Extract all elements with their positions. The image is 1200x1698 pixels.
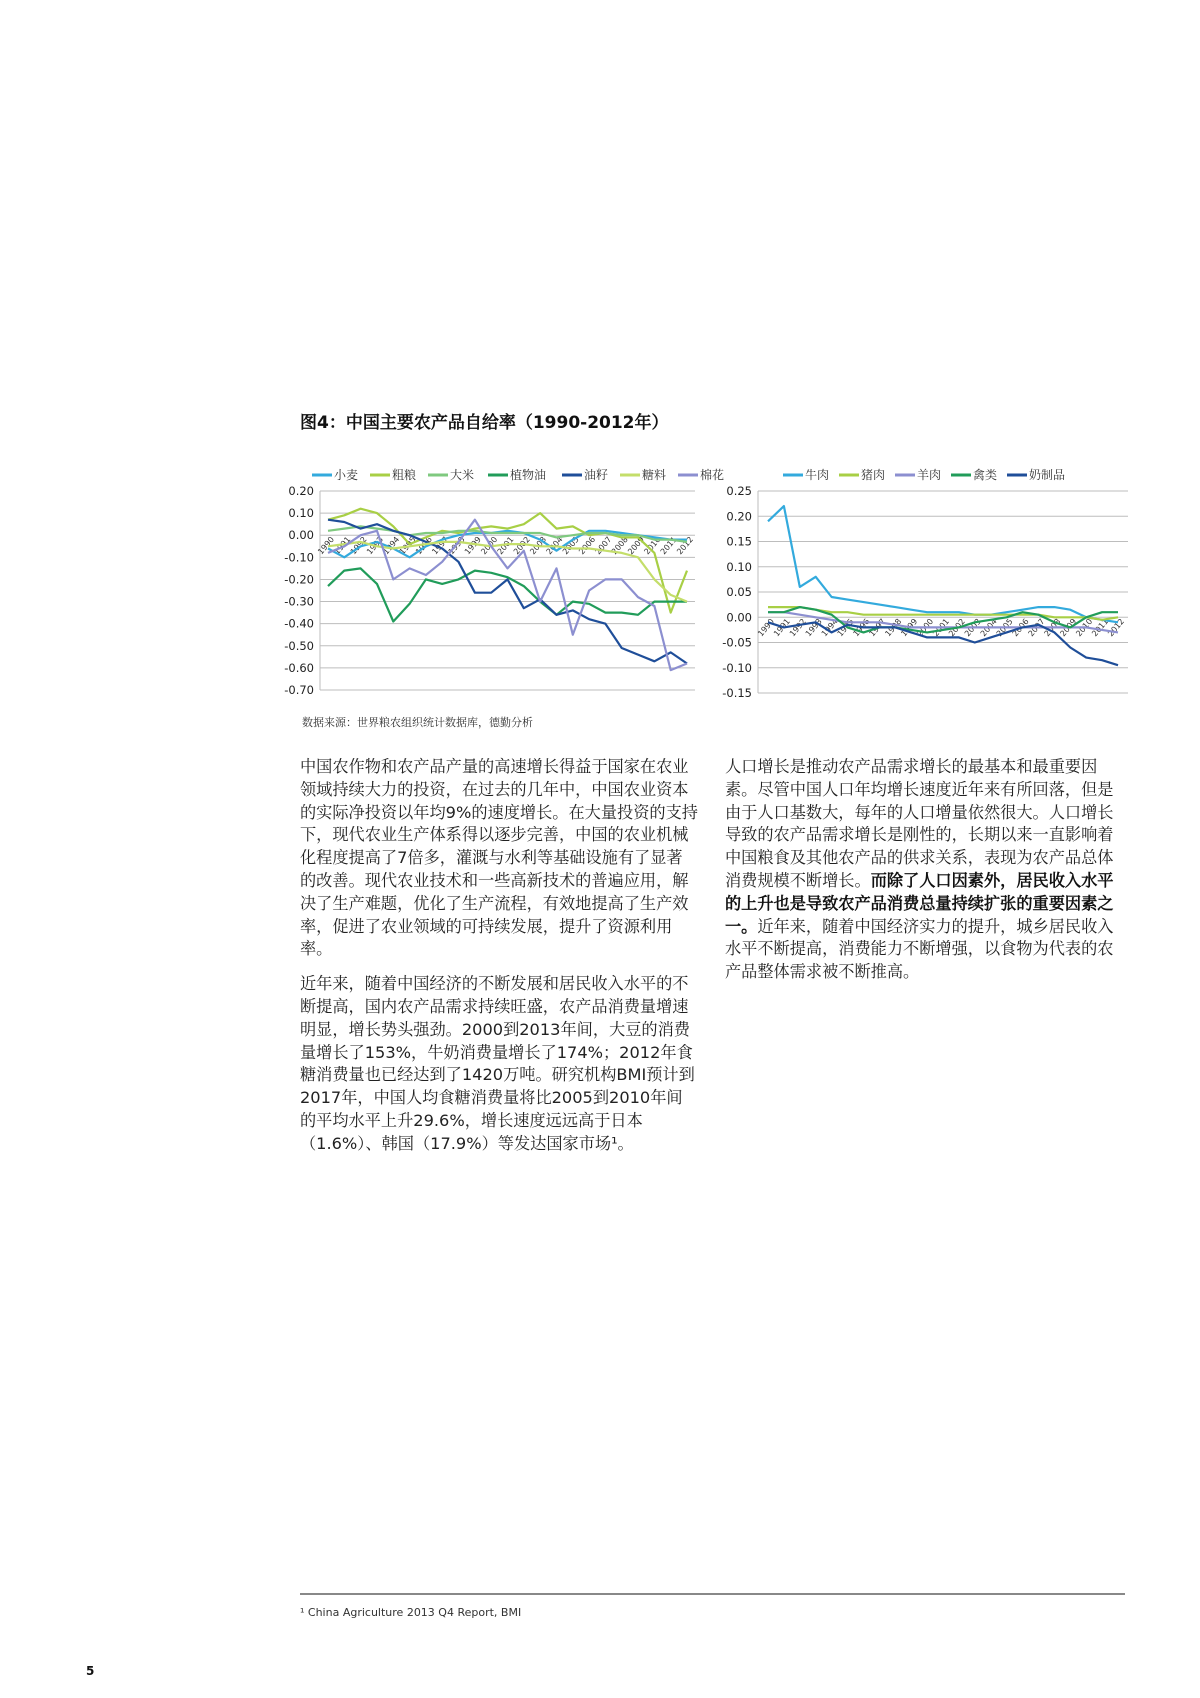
y-tick-label: -0.50 [284, 638, 314, 653]
legend-label: 大米 [450, 468, 475, 482]
legend-item [951, 467, 997, 482]
x-tick-label: 2004 [544, 534, 565, 557]
x-tick-label: 2001 [931, 616, 952, 639]
figure-title: 图4：中国主要农产品自给率（1990-2012年） [300, 413, 669, 433]
x-tick-label: 2007 [593, 534, 614, 557]
y-tick-label: -0.30 [284, 594, 314, 609]
legend-item [428, 467, 474, 482]
x-tick-label: 1997 [867, 616, 888, 639]
x-tick-label: 2004 [978, 616, 999, 639]
legend-label: 奶制品 [1029, 468, 1066, 482]
footnote: ¹ China Agriculture 2013 Q4 Report, BMI [300, 1606, 522, 1619]
x-tick-label: 1992 [348, 534, 369, 557]
y-tick-label: 0.00 [288, 528, 314, 543]
x-tick-label: 2008 [1042, 616, 1063, 639]
y-tick-label: -0.15 [722, 686, 752, 700]
y-tick-label: 0.25 [726, 484, 752, 498]
x-tick-label: 2005 [560, 534, 581, 557]
paragraph-text: 近年来，随着中国经济实力的提升，城乡居民收入水平不断提高，消费能力不断增强，以食物为代表的农产品整体需求被不断推高。 [725, 916, 1114, 982]
x-tick-label: 2010 [1074, 616, 1095, 639]
x-tick-label: 1990 [756, 616, 777, 639]
x-tick-label: 1992 [787, 616, 808, 639]
x-tick-label: 2002 [511, 534, 532, 557]
x-tick-label: 2005 [994, 616, 1015, 639]
x-tick-label: 2003 [528, 534, 549, 557]
y-tick-label: 0.00 [726, 610, 752, 625]
x-tick-label: 2012 [675, 534, 696, 557]
footnote-divider [300, 1593, 1125, 1595]
x-tick-label: 1991 [772, 616, 792, 639]
x-tick-label: 1995 [397, 534, 418, 557]
legend-item [370, 467, 416, 482]
x-tick-label: 2006 [577, 534, 598, 557]
x-tick-label: 1999 [899, 616, 920, 639]
y-tick-label: 0.20 [288, 484, 314, 498]
legend-label: 糖料 [642, 468, 667, 482]
legend-item [783, 467, 829, 482]
x-tick-label: 1994 [381, 534, 402, 557]
chart-livestock [718, 455, 1133, 707]
x-tick-label: 1997 [430, 534, 451, 557]
x-tick-label: 2009 [626, 534, 647, 557]
x-tick-label: 2007 [1026, 616, 1047, 639]
x-tick-label: 2011 [1090, 616, 1111, 639]
x-tick-label: 1993 [365, 534, 386, 557]
x-tick-label: 1994 [819, 616, 840, 639]
x-tick-label: 1991 [332, 534, 353, 557]
chart-crops [284, 455, 725, 707]
paragraph-bold-text: 而除了人口因素外，居民收入水平的上升也是导致农产品消费总量持续扩张的重要因素之一。 [725, 870, 1114, 936]
legend-item [488, 467, 546, 482]
x-tick-label: 2002 [947, 616, 967, 639]
legend-item [562, 467, 608, 482]
x-tick-label: 1995 [835, 616, 856, 639]
y-tick-label: -0.10 [284, 550, 314, 565]
x-tick-label: 2006 [1010, 616, 1031, 639]
x-tick-label: 1996 [414, 534, 434, 557]
series-line [768, 506, 1118, 622]
legend-label: 油籽 [584, 468, 609, 482]
legend-label: 植物油 [510, 468, 547, 482]
x-tick-label: 2000 [479, 534, 500, 557]
legend-item [1007, 467, 1065, 482]
y-tick-label: 0.15 [726, 534, 752, 549]
paragraph: 中国农作物和农产品产量的高速增长得益于国家在农业领域持续大力的投资，在过去的几年中，中国农业资本的实际净投资以年均9%的速度增长。在大量投资的支持下，现代农业生产体系得以逐步完善，中国的农业机械化程度提高了7倍多，灌溉与水利等基础设施有了显著的改善。现代农业技术和一些高新技术的普遍应用，解决了生产难题，优化了生产流程，有效地提高了生产效率，促进了农业领域的可持续发展，提升了资源利用率。 [300, 757, 698, 959]
y-tick-label: 0.10 [726, 559, 752, 574]
y-tick-label: -0.20 [284, 572, 314, 587]
x-tick-label: 1998 [883, 616, 904, 639]
left-column [300, 756, 698, 1168]
paragraph-text: 人口增长是推动农产品需求增长的最基本和最重要因素。尽管中国人口年均增长速度近年来有所回落，但是由于人口基数大，每年的人口增量依然很大。人口增长导致的农产品需求增长是刚性的，长期以来一直影响着中国粮食及其他农产品的供求关系，表现为农产品总体消费规模不断增长。 [725, 757, 1114, 890]
legend-item [839, 467, 885, 482]
y-tick-label: -0.40 [284, 616, 314, 631]
y-tick-label: 0.05 [726, 585, 752, 599]
x-tick-label: 2003 [962, 616, 983, 639]
paragraph: 近年来，随着中国经济的不断发展和居民收入水平的不断提高，国内农产品需求持续旺盛，农产品消费量增速明显，增长势头强劲。2000到2013年间，大豆的消费量增长了153%，牛奶消费量增长了174%；2012年食糖消费量也已经达到了1420万吨。研究机构BMI预计到2017年，中国人均食糖消费量将比2005到2010年间的平均水平上升29.6%，增长速度远远高于日本（1.6%）、韩国（17.9%）等发达国家市场¹。 [300, 974, 695, 1153]
x-tick-label: 2011 [658, 534, 679, 557]
legend-label: 禽类 [973, 468, 998, 482]
legend-label: 牛肉 [805, 468, 830, 482]
x-tick-label: 1990 [316, 534, 337, 557]
y-tick-label: 0.10 [288, 506, 314, 521]
legend-item [620, 467, 666, 482]
x-tick-label: 1996 [851, 616, 872, 639]
legend-item [895, 467, 941, 482]
legend-label: 小麦 [334, 468, 359, 482]
legend-label: 粗粮 [392, 468, 417, 482]
x-tick-label: 2010 [642, 534, 663, 557]
x-tick-label: 2009 [1058, 616, 1079, 639]
x-tick-label: 2000 [915, 616, 936, 639]
y-tick-label: -0.05 [722, 635, 752, 650]
series-line [328, 568, 687, 621]
legend-label: 棉花 [700, 468, 725, 482]
x-tick-label: 2008 [609, 534, 630, 557]
x-tick-label: 2001 [495, 534, 516, 557]
legend-label: 羊肉 [917, 468, 942, 482]
y-tick-label: -0.70 [284, 683, 314, 697]
x-tick-label: 1999 [462, 534, 483, 557]
y-tick-label: -0.10 [722, 660, 752, 675]
x-tick-label: 1998 [446, 534, 467, 557]
x-tick-label: 1993 [803, 616, 824, 639]
data-source: 数据来源：世界粮农组织统计数据库，德勤分析 [302, 716, 533, 729]
y-tick-label: -0.60 [284, 660, 314, 675]
legend-label: 猪肉 [861, 468, 886, 482]
right-column [725, 756, 1127, 996]
legend-item [312, 468, 358, 482]
x-tick-label: 2012 [1106, 616, 1127, 639]
paragraph [725, 756, 1127, 984]
page-number: 5 [86, 1664, 95, 1678]
y-tick-label: 0.20 [726, 509, 752, 524]
